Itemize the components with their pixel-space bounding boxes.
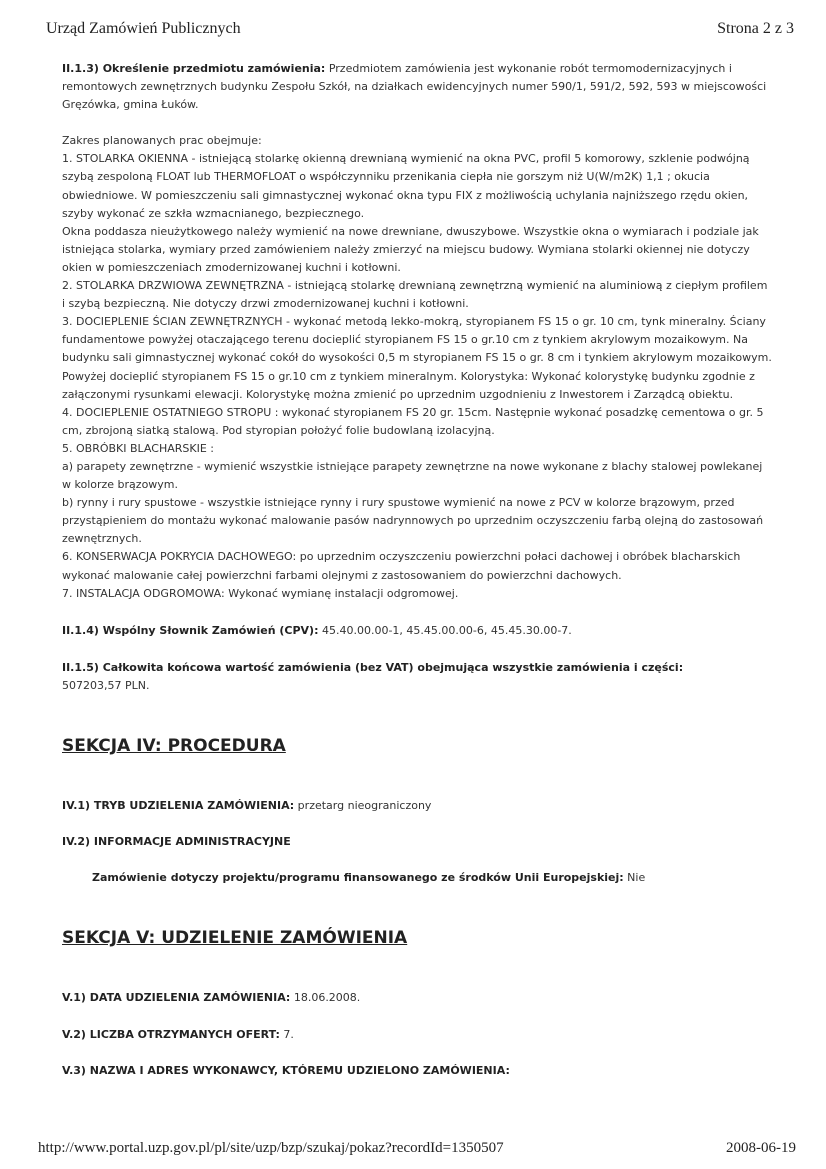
section-IV-1-label: IV.1) TRYB UDZIELENIA ZAMÓWIENIA: [62,799,295,813]
section-V-2 [62,1026,772,1044]
section-II-1-3 [62,60,772,114]
header-office-name: Urząd Zamówień Publicznych [46,20,241,37]
section-II-1-4-label: II.1.4) Wspólny Słownik Zamówień (CPV): [62,623,319,637]
scope-wall-insulation: 3. DOCIEPLENIE ŚCIAN ZEWNĘTRZNYCH - wykonać metodą lekko-mokrą, styropianem FS 15 o gr. 10 cm, tynk mineralny. Ściany fundamentowe powyżej otaczającego terenu docieplić styropianem FS 15 o gr.10 cm z tynkiem akrylowym mozaikowym. Na budynku sali gimnastycznej wykonać cokół do wysokości 0,5 m styropianem FS 15 o gr. 8 cm i tynkiem akrylowym mozaikowym. Powyżej docieplić styropianem FS 15 o gr.10 cm z tynkiem mineralnym. Kolorystyka: Wykonać kolorystykę budynku zgodnie z załączonymi rysunkami elewacji. Kolorystykę można zmienić po uprzednim uzgodnieniu z Inwestorem i Zarządcą obiektu. [62,315,772,401]
footer-url: http://www.portal.uzp.gov.pl/pl/site/uzp/bzp/szukaj/pokaz?recordId=1350507 [38,1140,504,1156]
scope-ceiling-insulation: 4. DOCIEPLENIE OSTATNIEGO STROPU : wykonać styropianem FS 20 gr. 15cm. Następnie wykonać posadzkę cementowa o gr. 5 cm, zbrojoną siatką stalową. Pod styropian położyć folie budowlaną izolacyjną. [62,405,764,437]
contract-value: 507203,57 PLN. [62,678,150,692]
scope-sheet-metal: 5. OBRÓBKI BLACHARSKIE : [62,441,214,455]
section-II-1-4 [62,622,772,640]
section-II-1-5-label: II.1.5) Całkowita końcowa wartość zamówienia (bez VAT) obejmująca wszystkie zamówienia i części: [62,660,684,674]
eu-funding-value: Nie [623,871,646,885]
section-iv-heading: SEKCJA IV: PROCEDURA [62,736,286,756]
award-date: 18.06.2008. [290,991,361,1005]
eu-funding-label: Zamówienie dotyczy projektu/programu finansowanego ze środków Unii Europejskiej: [92,871,624,885]
section-II-1-3-text: Przedmiotem zamówienia jest wykonanie robót termomodernizacyjnych i remontowych zewnętrznych budynku Zespołu Szkół, na działkach ewidencyjnych numer 590/1, 591/2, 592, 593 w miejscowości Gręzówka, gmina Łuków. [62,62,767,112]
section-V-1-label: V.1) DATA UDZIELENIA ZAMÓWIENIA: [62,991,291,1005]
scope-intro: Zakres planowanych prac obejmuje: [62,134,262,148]
section-V-2-label: V.2) LICZBA OTRZYMANYCH OFERT: [62,1027,280,1041]
procedure-type: przetarg nieograniczony [294,799,432,813]
section-II-1-5 [62,659,772,677]
scope-roof: 6. KONSERWACJA POKRYCIA DACHOWEGO: po uprzednim oczyszczeniu powierzchni połaci dachowej i obróbek blacharskich wykonać malowanie całej powierzchni farbami olejnymi z zastosowaniem do powierzchni dachowych. [62,550,741,582]
scope-sills: a) parapety zewnętrzne - wymienić wszystkie istniejące parapety zewnętrzne na nowe wykonane z blachy stalowej powlekanej w kolorze brązowym. [62,459,763,492]
section-II-1-3-label: II.1.3) Określenie przedmiotu zamówienia: [62,62,326,75]
document-body [62,60,772,1080]
footer-date: 2008-06-19 [726,1140,796,1156]
section-IV-1 [62,797,772,815]
scope-gutters: b) rynny i rury spustowe - wszystkie istniejące rynny i rury spustowe wymienić na nowe z PCV w kolorze brązowym, przed przystąpieniem do montażu wykonać malowanie pasów nadrynnowych po uprzednim oczyszczeniu farbą olejną do zastosowań zewnętrznych. [62,496,764,546]
scope-attic-windows: Okna poddasza nieużytkowego należy wymienić na nowe drewniane, dwuszybowe. Wszystkie okna o wymiarach i podziale jak istniejąca stolarka, wymiary przed zamówieniem należy zmierzyć na miejscu budowy. Wymiana stolarki okiennej nie dotyczy okien w pomieszczeniach zmodernizowanej kuchni i kotłowni. [62,224,759,274]
section-v-heading: SEKCJA V: UDZIELENIE ZAMÓWIENIA [62,928,408,949]
cpv-codes: 45.40.00.00-1, 45.45.00.00-6, 45.45.30.00-7. [318,623,572,637]
eu-funding [62,869,772,887]
header-page-number: Strona 2 z 3 [717,20,794,37]
section-IV-2-label: IV.2) INFORMACJE ADMINISTRACYJNE [62,835,291,849]
scope-windows: 1. STOLARKA OKIENNA - istniejącą stolarkę okienną drewnianą wymienić na okna PVC, profil 5 komorowy, szklenie podwójną szybą zespoloną FLOAT lub THERMOFLOAT o współczynniku przenikania ciepła nie gorszym niż U(W/m2K) 1,1 ; okucia obwiedniowe. W pomieszczeniu sali gimnastycznej wykonać okna typu FIX z możliwością uchylania najniższego rzędu okien, szyby wykonać ze szkła wzmacnianego, bezpiecznego. [62,152,750,220]
section-V-1 [62,989,772,1007]
offers-count: 7. [279,1027,294,1041]
scope-doors: 2. STOLARKA DRZWIOWA ZEWNĘTRZNA - istniejącą stolarkę drewnianą zewnętrzną wymienić na aluminiową z ciepłym profilem i szybą bezpieczną. Nie dotyczy drzwi zmodernizowanej kuchni i kotłowni. [62,279,768,311]
scope-lightning: 7. INSTALACJA ODGROMOWA: Wykonać wymianę instalacji odgromowej. [62,586,459,600]
section-V-3-label: V.3) NAZWA I ADRES WYKONAWCY, KTÓREMU UDZIELONO ZAMÓWIENIA: [62,1063,510,1077]
